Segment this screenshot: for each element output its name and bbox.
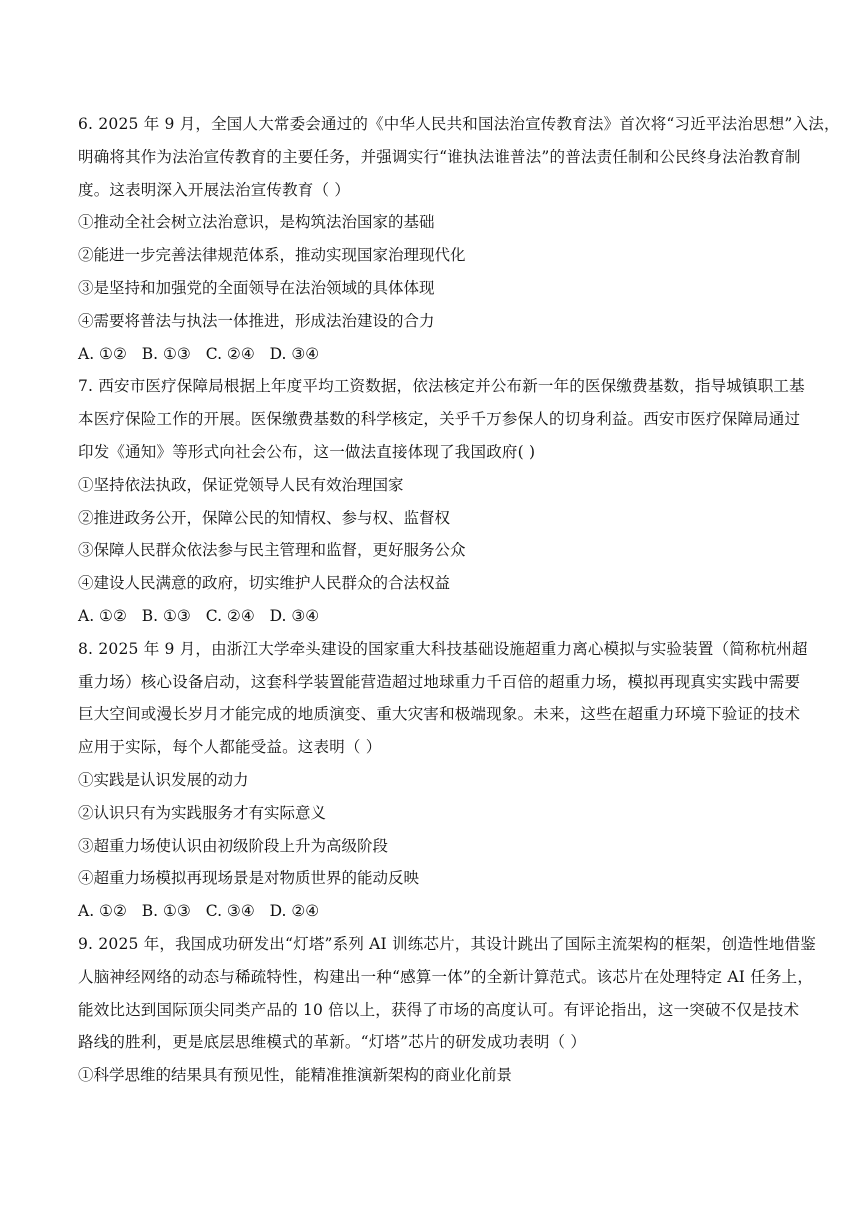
question-7-answer-choices [78,600,790,633]
question-6-choice-c: C. ②④ [205,344,255,363]
question-6-stem-line-1: 6. 2025 年 9 月，全国人大常委会通过的《中华人民共和国法治宣传教育法》首次将“习近平法治思想”入法， [78,115,840,133]
question-6-option-1: ①推动全社会树立法治意识，是构筑法治国家的基础 [78,213,435,232]
question-7-option-3: ③保障人民群众依法参与民主管理和监督，更好服务公众 [78,541,466,560]
question-7-choice-c: C. ②④ [205,606,255,625]
question-8-option-1: ①实践是认识发展的动力 [78,770,249,789]
question-7-option-4: ④建设人民满意的政府，切实维护人民群众的合法权益 [78,574,451,593]
question-6-answer-choices [78,338,790,371]
question-6-option-4: ④需要将普法与执法一体推进，形成法治建设的合力 [78,311,435,330]
question-8 [78,633,808,928]
question-6 [78,108,840,370]
question-6-stem-line-3: 度。这表明深入开展法治宣传教育（ ） [78,180,351,199]
question-8-choice-a: A. ①② [78,902,127,921]
question-7-stem-line-2: 本医疗保险工作的开展。医保缴费基数的科学核定，关乎千万参保人的切身利益。西安市医疗保障局通过 [78,410,801,429]
question-9-stem-line-4: 路线的胜利，更是底层思维模式的革新。“灯塔”芯片的研发成功表明（ ） [78,1033,587,1052]
question-8-stem-line-1: 8. 2025 年 9 月，由浙江大学牵头建设的国家重大科技基础设施超重力离心模拟与实验装置（简称杭州超 [78,639,808,658]
question-8-stem-line-4: 应用于实际，每个人都能受益。这表明（ ） [78,738,382,757]
question-8-choice-b: B. ①③ [141,902,191,921]
question-list [78,108,840,1092]
question-8-option-4: ④超重力场模拟再现场景是对物质世界的能动反映 [78,869,420,888]
question-6-choice-b: B. ①③ [141,344,191,363]
question-7-choice-a: A. ①② [78,606,127,625]
question-8-stem-line-3: 巨大空间或漫长岁月才能完成的地质演变、重大灾害和极端现象。未来，这些在超重力环境下验证的技术 [78,705,801,724]
question-8-stem-line-2: 重力场）核心设备启动，这套科学装置能营造超过地球重力千百倍的超重力场，模拟再现真实实践中需要 [78,672,801,691]
question-6-choice-a: A. ①② [78,344,127,363]
question-6-stem-line-2: 明确将其作为法治宣传教育的主要任务，并强调实行“谁执法谁普法”的普法责任制和公民终身法治教育制 [78,147,801,166]
question-8-choice-c: C. ③④ [205,902,255,921]
question-7 [78,370,805,632]
question-8-choice-d: D. ②④ [269,902,320,921]
question-6-option-2: ②能进一步完善法律规范体系，推动实现国家治理现代化 [78,246,466,265]
question-7-choice-b: B. ①③ [141,606,191,625]
question-7-stem-line-3: 印发《通知》等形式向社会公布，这一做法直接体现了我国政府( ) [78,442,536,461]
question-7-choice-d: D. ③④ [269,606,320,625]
question-7-option-2: ②推进政务公开，保障公民的知情权、参与权、监督权 [78,508,451,527]
question-9-stem-line-2: 人脑神经网络的动态与稀疏特性，构建出一种“感算一体”的全新计算范式。该芯片在处理特定 AI 任务上， [78,967,814,986]
question-9-option-1: ①科学思维的结果具有预见性，能精准推演新架构的商业化前景 [78,1066,513,1085]
question-9-stem-line-3: 能效比达到国际顶尖同类产品的 10 倍以上，获得了市场的高度认可。有评论指出，这一突破不仅是技术 [78,1000,800,1019]
question-7-stem-line-1: 7. 西安市医疗保障局根据上年度平均工资数据，依法核定并公布新一年的医保缴费基数，指导城镇职工基 [78,377,805,396]
question-6-choice-d: D. ③④ [269,344,320,363]
question-8-option-3: ③超重力场使认识由初级阶段上升为高级阶段 [78,836,389,855]
question-6-option-3: ③是坚持和加强党的全面领导在法治领域的具体体现 [78,278,435,297]
question-9-stem-line-1: 9. 2025 年，我国成功研发出“灯塔”系列 AI 训练芯片，其设计跳出了国际主流架构的框架，创造性地借鉴 [78,934,816,953]
question-8-answer-choices [78,895,790,928]
question-9 [78,928,816,1092]
question-8-option-2: ②认识只有为实践服务才有实际意义 [78,803,327,822]
question-7-option-1: ①坚持依法执政，保证党领导人民有效治理国家 [78,475,404,494]
